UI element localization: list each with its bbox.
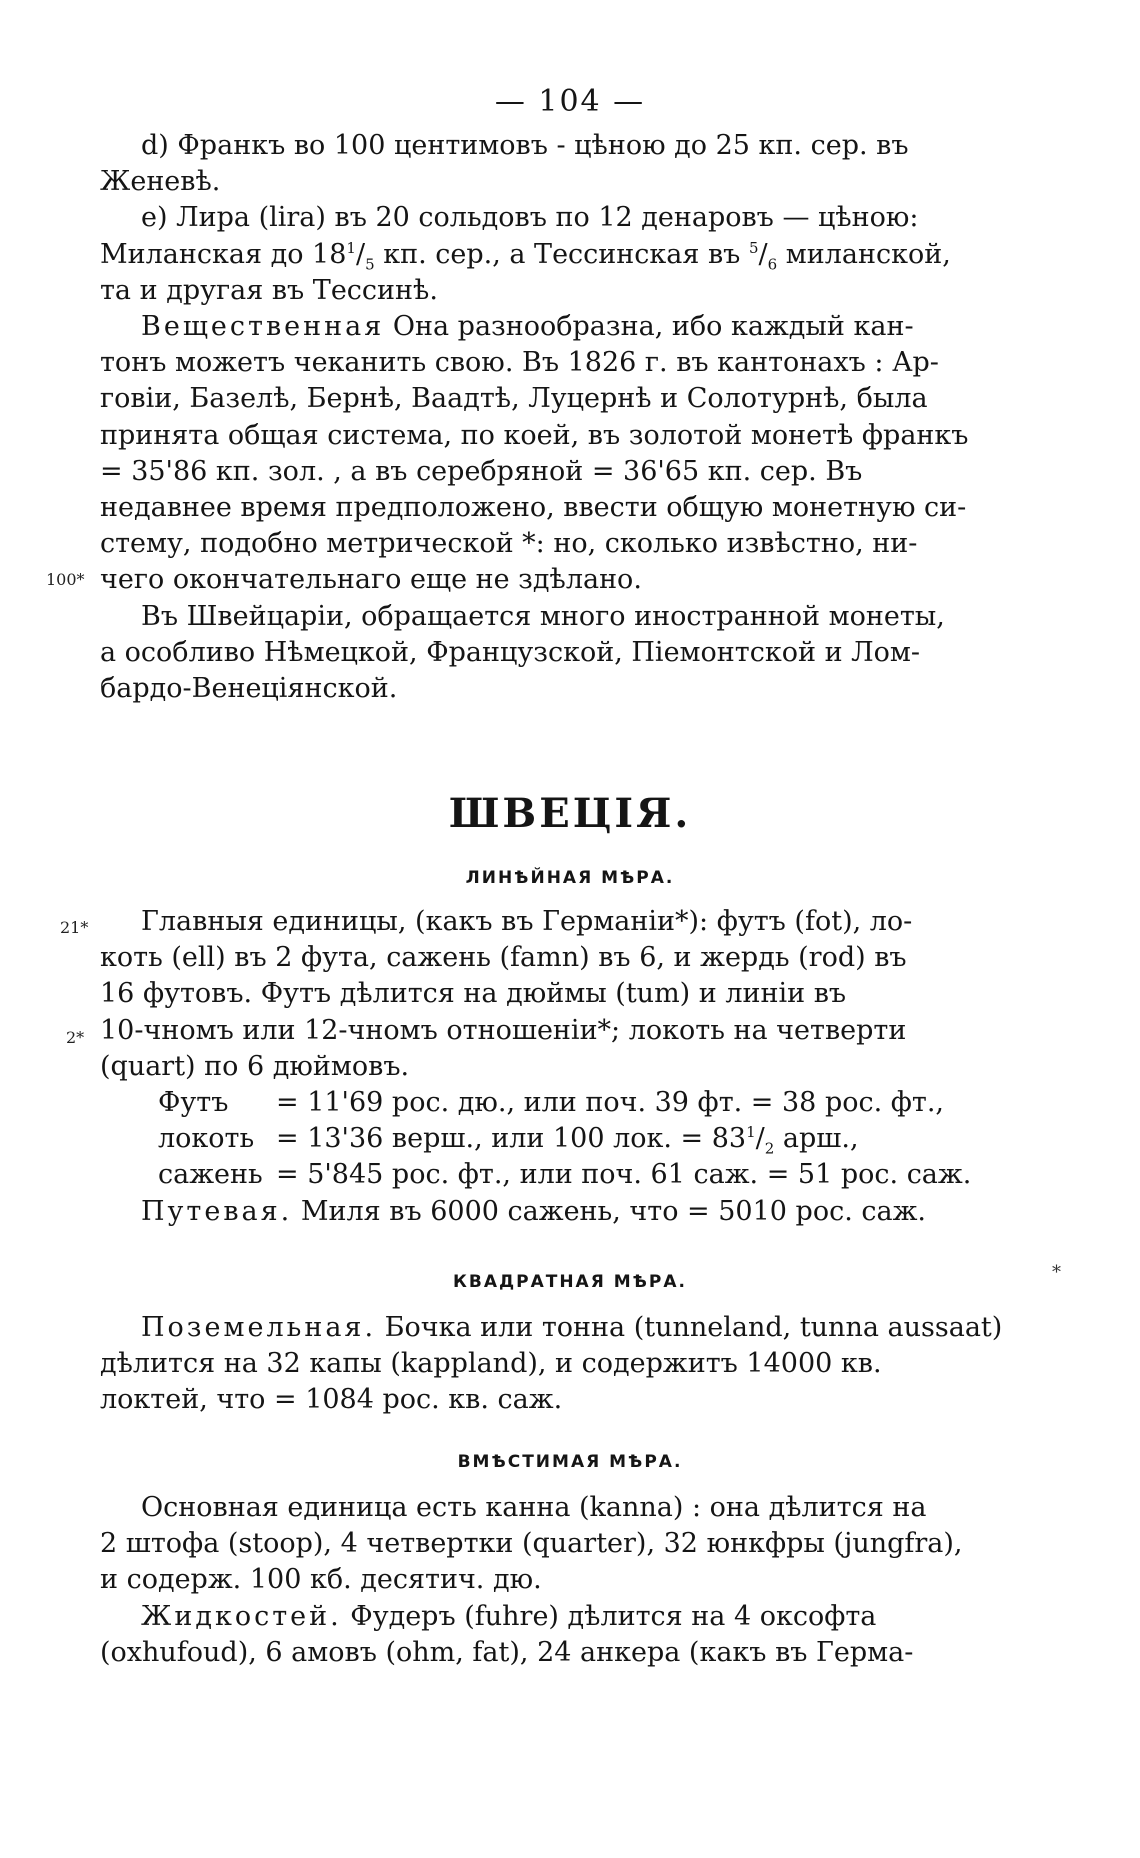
para-square	[100, 1310, 1085, 1419]
run-in-label: Жидкостей.	[141, 1600, 342, 1632]
country-heading: ШВЕЦІЯ.	[448, 790, 692, 837]
line: а особливо Нѣмецкой, Французской, Піемонтской и Лом-	[100, 636, 921, 668]
star-mark: *	[1052, 1262, 1061, 1283]
run-in-label: Путевая.	[141, 1195, 293, 1227]
line: чего окончательнаго еще не здѣлано.	[100, 564, 642, 596]
line: 16 футовъ. Футъ дѣлится на дюймы (tum) и линіи въ	[100, 978, 847, 1010]
fraction-num: 5	[748, 238, 759, 257]
fraction-num: 1	[746, 1123, 756, 1142]
fraction-den: 2	[764, 1139, 775, 1158]
line: Миля въ 6000 сажень, что = 5010 рос. саж.	[292, 1195, 927, 1227]
equation-term: локоть	[158, 1123, 255, 1155]
line: e) Лира (lira) въ 20 сольдовъ по 12 денаровъ — цѣною:	[141, 202, 919, 234]
para-linear	[100, 904, 1085, 1085]
para-lira: e) Лира (lira) въ 20 сольдовъ по 12 денаровъ — цѣною: Миланская до $18^1/_5$ кп. сер., а Тессинская въ $^5/_6$ миланской, та и другая въ Тессинѣ.	[100, 202, 951, 306]
fraction-den: 6	[767, 255, 778, 273]
equation-value: = 13'36 верш., или 100 лок. = 83	[276, 1123, 747, 1155]
equation-row: локоть = 13'36 верш., или 100 лок. = $83^1/_2$ арш.,	[158, 1123, 859, 1158]
equation-term: Футъ	[158, 1087, 229, 1119]
line: Основная единица есть канна (kanna) : она дѣлится на	[141, 1492, 927, 1523]
line: и содерж. 100 кб. десятич. дю.	[100, 1564, 542, 1596]
line: кп. сер., а Тессинская въ	[374, 238, 749, 270]
line: говіи, Базелѣ, Бернѣ, Ваадтѣ, Луцернѣ и Солотурнѣ, была	[100, 383, 928, 415]
line: стему, подобно метрической *: но, сколько извѣстно, ни-	[100, 528, 918, 560]
fraction-num: 1	[346, 238, 356, 257]
line: = 35'86 кп. зол. , а въ серебряной = 36'65 кп. сер. Въ	[100, 455, 863, 487]
line: локтей, что = 1084 рос. кв. саж.	[100, 1384, 563, 1416]
line: (oxhufoud), 6 амовъ (ohm, fat), 24 анкера (какъ въ Герма-	[100, 1636, 914, 1668]
equation-value: арш.,	[774, 1123, 859, 1155]
line: Бочка или тонна (tunneland, tunna aussaat)	[376, 1312, 1003, 1343]
section-heading-square: КВАДРАТНАЯ МѢРА.	[452, 1272, 688, 1292]
fraction-den: 5	[365, 255, 375, 273]
line: Она разнообразна, ибо каждый кан-	[384, 311, 914, 343]
equation-row	[100, 1085, 1085, 1121]
run-in-label: Поземельная.	[141, 1312, 377, 1343]
run-in-label: Вещественная	[141, 311, 385, 343]
page-number: — 104 —	[494, 84, 646, 119]
equation-value: = 5'845 рос. фт., или поч. 61 саж. = 51 рос. саж.	[276, 1159, 972, 1191]
line: принята общая система, по коей, въ золотой монетѣ франкъ	[100, 419, 969, 451]
line: d) Франкъ во 100 центимовъ - цѣною до 25 кп. сер. въ	[141, 130, 909, 161]
line: дѣлится на 32 капы (kappland), и содержитъ 14000 кв.	[100, 1348, 882, 1380]
linear-section	[100, 904, 1085, 1230]
line: 2 штофа (stoop), 4 четвертки (quarter), 32 юнкфры (jungfra),	[100, 1528, 963, 1560]
line: бардо-Венеціянской.	[100, 673, 398, 705]
margin-note: 2*	[66, 1028, 85, 1047]
para-franc	[100, 128, 1085, 200]
margin-note: 100*	[46, 570, 85, 589]
square-section	[100, 1310, 1085, 1419]
line: Главныя единицы, (какъ въ Германіи*): футъ (fot), ло-	[141, 906, 913, 937]
equation-row	[100, 1157, 1085, 1193]
line: миланской,	[777, 238, 951, 270]
line: Въ Швейцаріи, обращается много иностранной монеты,	[141, 600, 945, 632]
line: Миланская до 18	[100, 238, 347, 270]
margin-note: 21*	[60, 918, 89, 937]
line: Женевѣ.	[100, 166, 221, 198]
equation-term: сажень	[158, 1159, 263, 1191]
line: коть (ell) въ 2 фута, сажень (famn) въ 6, и жердь (rod) въ	[100, 942, 907, 974]
para-vesh	[100, 309, 1085, 599]
para-road-measure	[100, 1194, 1085, 1230]
equation-value: = 11'69 рос. дю., или поч. 39 фт. = 38 рос. фт.,	[276, 1087, 944, 1119]
line: 10-чномъ или 12-чномъ отношеніи*; локоть на четверти	[100, 1014, 907, 1046]
line: Фудеръ (fuhre) дѣлится на 4 оксофта	[341, 1600, 877, 1632]
section-heading-capacity: ВМѢСТИМАЯ МѢРА.	[457, 1452, 683, 1472]
para-liquids	[100, 1599, 1085, 1671]
intro-section	[100, 128, 1085, 707]
section-heading-linear: ЛИНѢЙНАЯ МѢРА.	[465, 868, 675, 888]
capacity-section	[100, 1490, 1085, 1671]
para-foreign-coins	[100, 599, 1085, 708]
line: недавнее время предположено, ввести общую монетную си-	[100, 492, 967, 524]
line: та и другая въ Тессинѣ.	[100, 274, 438, 306]
line: (quart) по 6 дюймовъ.	[100, 1050, 410, 1082]
line: тонъ можетъ чеканить свою. Въ 1826 г. въ кантонахъ : Ар-	[100, 347, 939, 379]
para-capacity	[100, 1490, 1085, 1599]
